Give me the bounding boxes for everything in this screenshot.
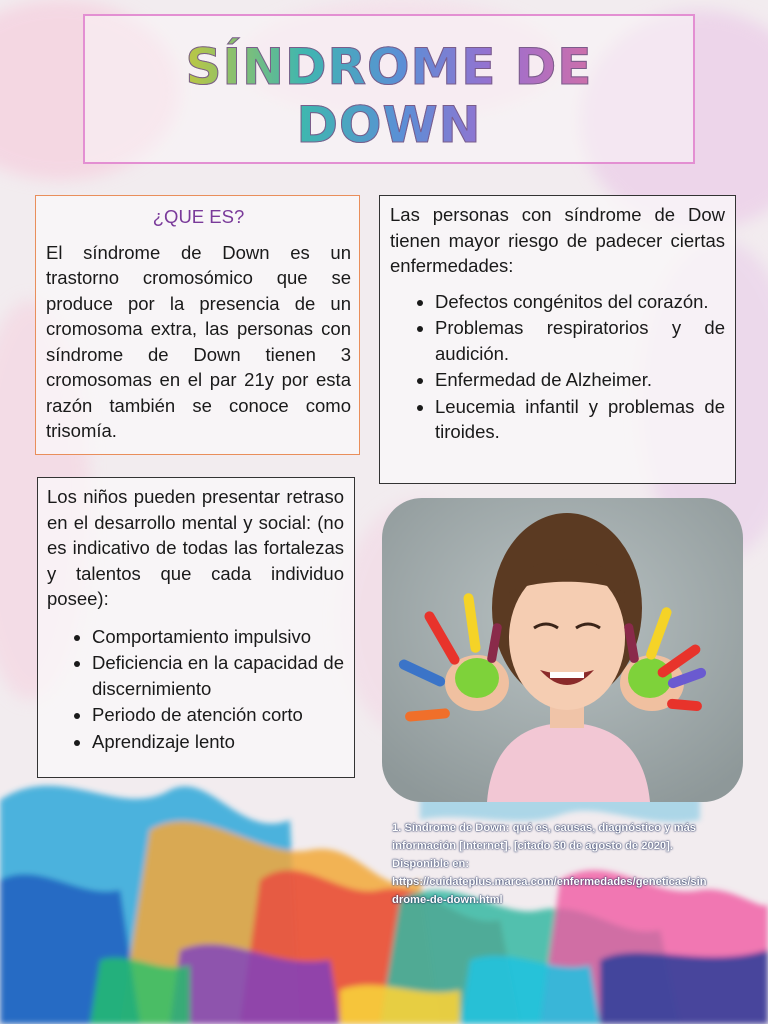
list-item: • Problemas respiratorios y de audición. [435, 315, 725, 366]
list-item: • Defectos congénitos del corazón. [435, 289, 725, 315]
list-item: • Leucemia infantil y problemas de tiroides. [435, 394, 725, 445]
citation-line: información [Internet]. [citado 30 de agosto de 2020]. [392, 840, 673, 852]
que-es-text: El síndrome de Down es un trastorno cromosómico que se produce por la presencia de un cromosoma extra, las personas con síndrome de Down tienen 3 cromosomas en el par 21y por esta razón también se conoce como trisomía. [46, 241, 351, 441]
enfermedades-box [379, 195, 736, 484]
ninos-intro: Los niños pueden presentar retraso en el desarrollo mental y social: (no es indicativo de todas las fortalezas y talentos que cada individuo posee): [47, 486, 344, 609]
enfermedades-list [390, 289, 725, 445]
citation [392, 819, 742, 909]
child-photo [382, 498, 743, 802]
que-es-box [35, 195, 360, 455]
enfermedades-intro: Las personas con síndrome de Dow tienen mayor riesgo de padecer ciertas enfermedades: [390, 204, 725, 276]
list-item: • Deficiencia en la capacidad de discernimiento [92, 650, 344, 701]
list-item: • Enfermedad de Alzheimer. [435, 367, 725, 393]
list-item: • Aprendizaje lento [92, 729, 344, 755]
ninos-list [47, 624, 344, 755]
citation-line: 1. Síndrome de Down: qué es, causas, diagnóstico y más [392, 822, 697, 834]
ninos-box [37, 477, 355, 778]
citation-link[interactable]: https://cuidateplus.marca.com/enfermedades/geneticas/sin [392, 876, 707, 888]
que-es-heading: ¿QUE ES? [152, 206, 245, 227]
citation-link[interactable]: drome-de-down.html [392, 894, 503, 906]
list-item: • Comportamiento impulsivo [92, 624, 344, 650]
title-box [83, 14, 695, 164]
page-title: SÍNDROME DE DOWN [85, 38, 693, 154]
citation-line: Disponible en: [392, 858, 470, 870]
list-item: • Periodo de atención corto [92, 702, 344, 728]
